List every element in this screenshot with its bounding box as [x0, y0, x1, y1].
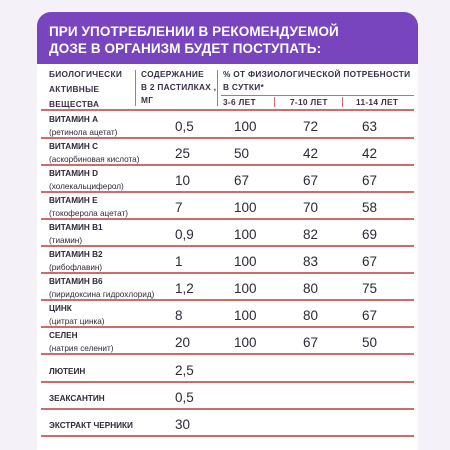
table-row — [37, 247, 418, 274]
ingredient-name-compound: (натрия селенит) — [49, 343, 114, 353]
percent-value: 69 — [362, 227, 378, 242]
ingredient-name — [49, 420, 149, 433]
amount-value: 10 — [175, 173, 191, 188]
ingredient-name — [49, 303, 149, 328]
table-row — [37, 383, 418, 410]
percent-value: 50 — [362, 335, 378, 350]
header-percent — [223, 68, 415, 94]
ingredient-name-compound: (аскорбиновая кислота) — [49, 154, 140, 164]
ingredient-name — [49, 366, 149, 379]
ingredient-name — [49, 330, 149, 355]
ingredient-name-compound: (токоферола ацетат) — [49, 208, 128, 218]
amount-value: 20 — [175, 335, 191, 350]
percent-value: 100 — [234, 119, 257, 134]
amount-value: 7 — [175, 200, 183, 215]
amount-value: 0,5 — [175, 119, 194, 134]
percent-value: 80 — [303, 281, 319, 296]
ingredient-name-main: ЗЕАКСАНТИН — [49, 394, 105, 403]
table-row — [37, 328, 418, 355]
header-content — [141, 68, 227, 107]
table-row — [37, 166, 418, 193]
ingredient-name-compound: (холекальциферол) — [49, 181, 124, 191]
ingredient-name-main: ВИТАМИН В2 — [49, 250, 103, 259]
percent-value: 72 — [303, 119, 319, 134]
table-row — [37, 112, 418, 139]
percent-value: 67 — [362, 173, 378, 188]
ingredient-name-main: ВИТАМИН D — [49, 169, 99, 178]
percent-value: 100 — [234, 200, 257, 215]
ingredient-name-main: ВИТАМИН В6 — [49, 277, 103, 286]
header-content-line-3: МГ — [141, 95, 154, 105]
header-content-line-2: В 2 ПАСТИЛКАХ , — [141, 82, 217, 92]
ingredient-name-main: ВИТАМИН Е — [49, 196, 98, 205]
ingredient-name-compound: (ретинола ацетат) — [49, 127, 118, 137]
percent-value: 82 — [303, 227, 319, 242]
percent-value: 83 — [303, 254, 319, 269]
percent-value: 67 — [362, 254, 378, 269]
age-group-3-6: 3-6 ЛЕТ — [223, 97, 256, 107]
amount-value: 1,2 — [175, 281, 194, 296]
age-group-7-10: 7-10 ЛЕТ — [290, 97, 328, 107]
row-separator — [41, 435, 414, 437]
percent-value: 67 — [303, 335, 319, 350]
header-ingredients — [49, 68, 134, 111]
banner-title-line-1: ПРИ УПОТРЕБЛЕНИИ В РЕКОМЕНДУЕМОЙ — [49, 24, 339, 39]
ingredient-name — [49, 393, 149, 406]
header-banner — [37, 12, 418, 64]
header-percent-line-2: В СУТКИ* — [223, 82, 265, 92]
header-content-line-1: СОДЕРЖАНИЕ — [141, 69, 204, 79]
ingredient-name — [49, 276, 155, 301]
row-separator — [41, 353, 414, 355]
percent-value: 42 — [362, 146, 378, 161]
age-group-11-14: 11-14 ЛЕТ — [356, 97, 399, 107]
age-divider-2 — [342, 97, 343, 107]
ingredient-name — [49, 114, 149, 139]
amount-value: 2,5 — [175, 363, 194, 378]
header-percent-line-1: % ОТ ФИЗИОЛОГИЧЕСКОЙ ПОТРЕБНОСТИ — [223, 69, 411, 79]
ingredient-name — [49, 141, 149, 166]
header-ingredients-line-3: ВЕЩЕСТВА — [49, 99, 100, 109]
header-divider-1 — [135, 70, 136, 106]
header-bottom-rule — [41, 109, 414, 111]
ingredient-name-main: ЛЮТЕИН — [49, 367, 86, 376]
percent-value: 67 — [362, 308, 378, 323]
percent-value: 100 — [234, 254, 257, 269]
ingredient-name-main: ЦИНК — [49, 304, 72, 313]
header-ingredients-line-2: АКТИВНЫЕ — [49, 84, 100, 94]
percent-value: 100 — [234, 335, 257, 350]
percent-value: 50 — [234, 146, 250, 161]
table-row — [37, 220, 418, 247]
percent-value: 67 — [234, 173, 250, 188]
table-row — [37, 301, 418, 328]
amount-value: 1 — [175, 254, 183, 269]
ingredient-name-main: ЭКСТРАКТ ЧЕРНИКИ — [49, 421, 133, 430]
percent-value: 100 — [234, 308, 257, 323]
table-row — [37, 193, 418, 220]
table-row — [37, 139, 418, 166]
amount-value: 0,9 — [175, 227, 194, 242]
header-ingredients-line-1: БИОЛОГИЧЕСКИ — [49, 69, 123, 79]
ingredient-name — [49, 195, 149, 220]
percent-value: 67 — [303, 173, 319, 188]
header-divider-2 — [217, 70, 218, 106]
table-row — [37, 410, 418, 437]
ingredient-name — [49, 249, 149, 274]
percent-value: 100 — [234, 281, 257, 296]
table-row — [37, 274, 418, 301]
percent-value: 80 — [303, 308, 319, 323]
ingredient-name — [49, 222, 149, 247]
percent-value: 75 — [362, 281, 378, 296]
ingredient-name-main: СЕЛЕН — [49, 331, 78, 340]
percent-value: 42 — [303, 146, 319, 161]
ingredient-name-compound: (пиридоксина гидрохлорид) — [49, 289, 155, 299]
age-divider-1 — [274, 97, 275, 107]
ingredient-name-compound: (цитрат цинка) — [49, 316, 105, 326]
percent-value: 58 — [362, 200, 378, 215]
amount-value: 25 — [175, 146, 191, 161]
ingredient-name-compound: (тиамин) — [49, 235, 83, 245]
nutrition-card — [37, 12, 418, 450]
banner-title-line-2: ДОЗЕ В ОРГАНИЗМ БУДЕТ ПОСТУПАТЬ: — [49, 41, 322, 56]
table-row — [37, 356, 418, 383]
ingredient-name-compound: (рибофлавин) — [49, 262, 103, 272]
banner-title — [49, 23, 409, 57]
amount-value: 0,5 — [175, 390, 194, 405]
percent-value: 70 — [303, 200, 319, 215]
ingredient-name-main: ВИТАМИН А — [49, 115, 99, 124]
percent-value: 63 — [362, 119, 378, 134]
ingredient-name-main: ВИТАМИН С — [49, 142, 99, 151]
ingredient-name — [49, 168, 149, 193]
amount-value: 30 — [175, 417, 191, 432]
percent-value: 100 — [234, 227, 257, 242]
ingredient-name-main: ВИТАМИН В1 — [49, 223, 103, 232]
amount-value: 8 — [175, 308, 183, 323]
